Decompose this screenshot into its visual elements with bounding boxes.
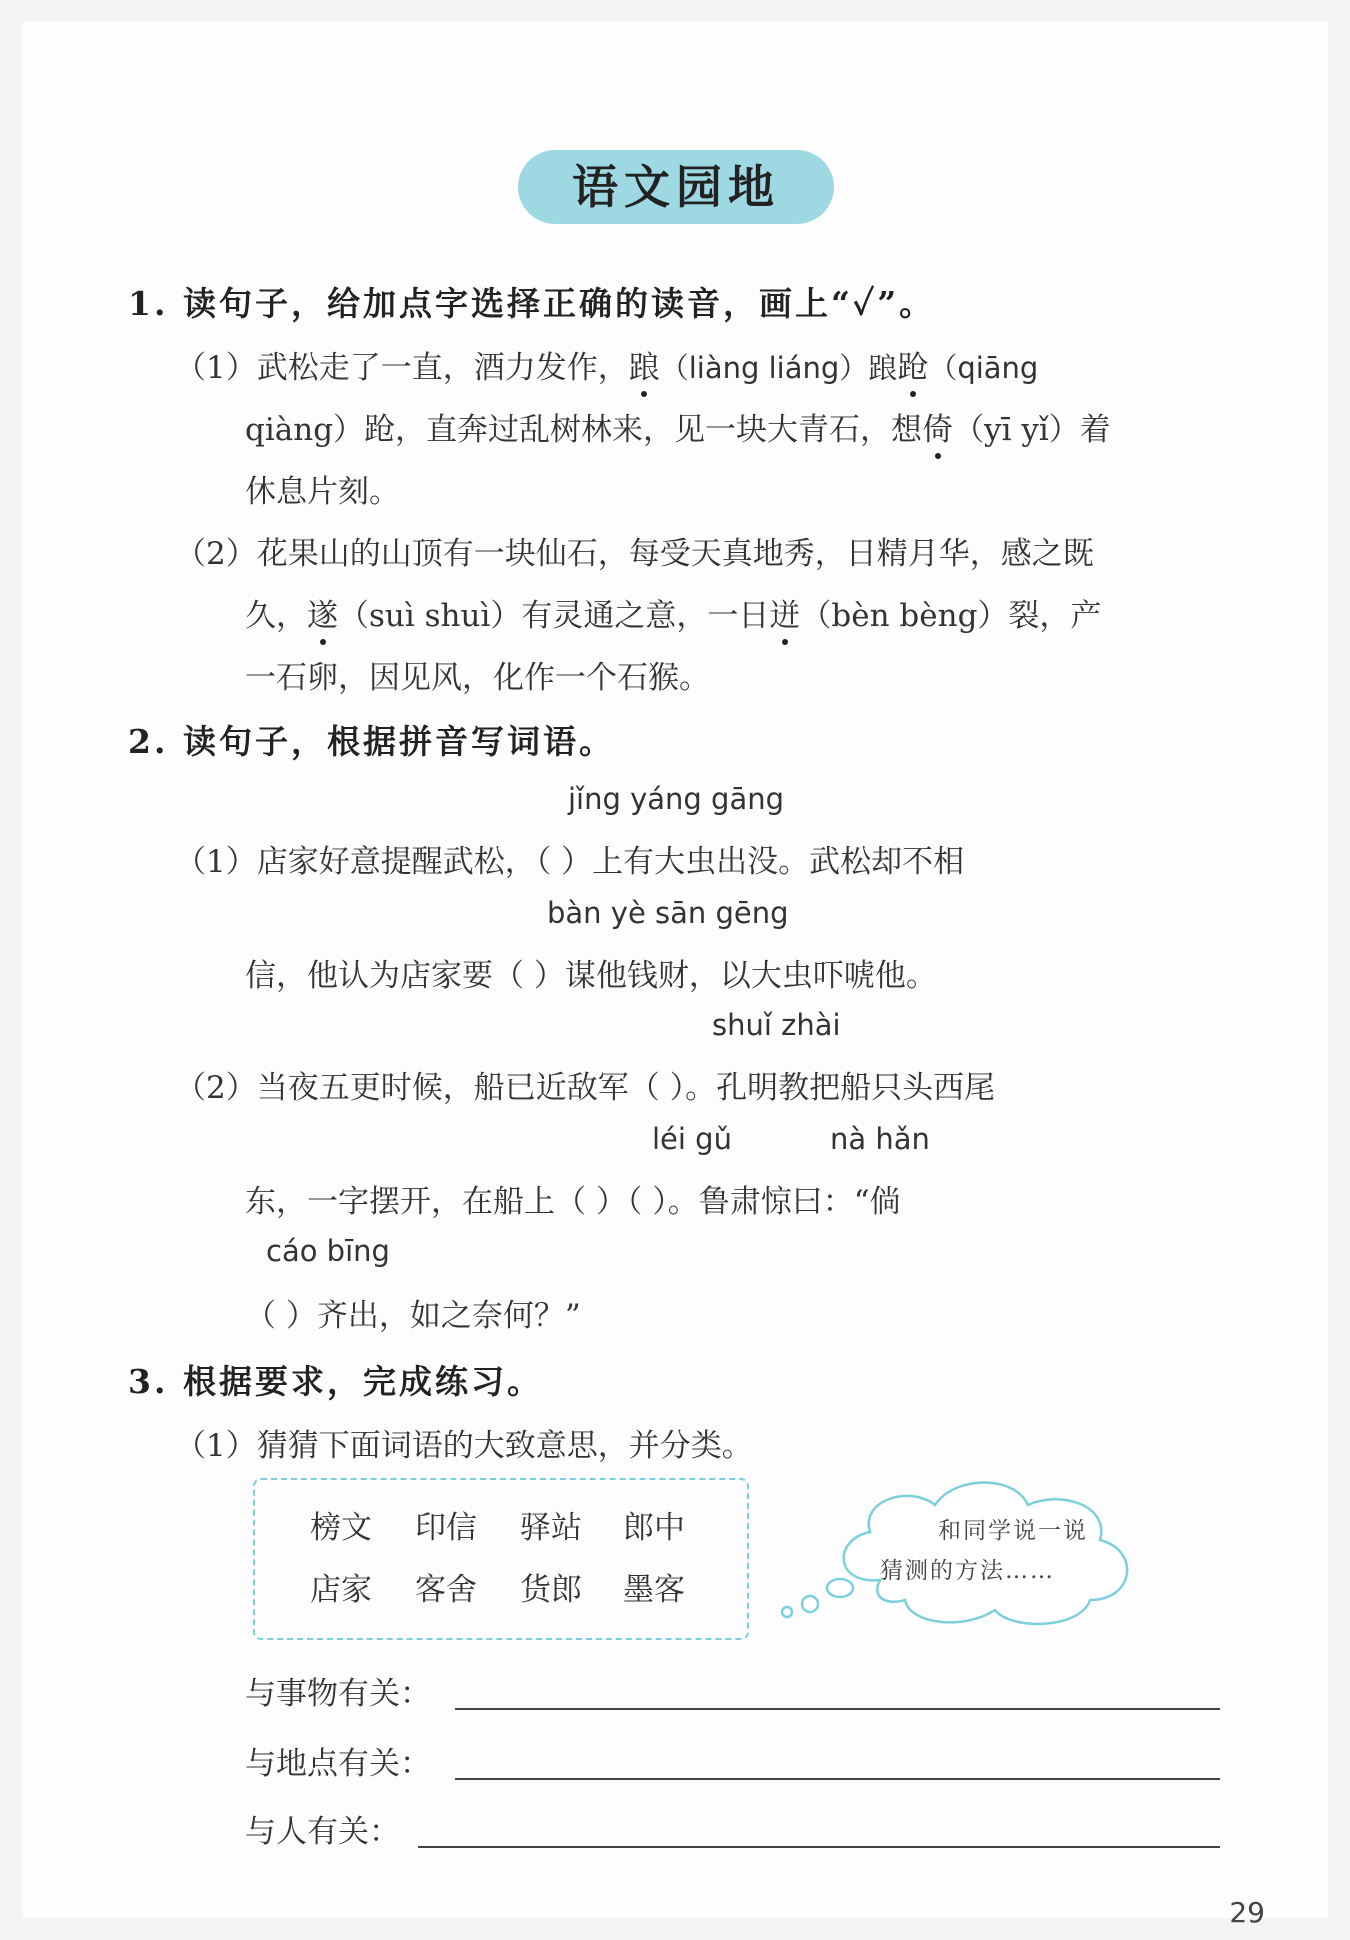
word-keshe: 客舍: [415, 1572, 477, 1608]
q2-item2-line2: 东，一字摆开，在船上（ ）（ ）。鲁肃惊曰：“倘: [245, 1184, 901, 1220]
dotted-char-beng: 迸: [769, 590, 800, 635]
q2-heading: 2. 读句子，根据拼音写词语。: [128, 722, 615, 761]
pinyin-cao-bing: cáo bīng: [266, 1234, 390, 1268]
pinyin-shui-zhai: shuǐ zhài: [712, 1008, 841, 1042]
pinyin-lei-gu: léi gǔ: [652, 1122, 732, 1156]
word-yizhan: 驿站: [520, 1510, 582, 1546]
answer-line-things[interactable]: [455, 1708, 1220, 1710]
word-langzhong: 郎中: [623, 1510, 685, 1546]
q3-heading: 3. 根据要求，完成练习。: [128, 1362, 543, 1401]
dotted-char-qiang: 跄: [897, 342, 928, 387]
dotted-char-yi: 倚: [922, 404, 953, 449]
word-yinxin: 印信: [415, 1510, 477, 1546]
pinyin-na-han: nà hǎn: [830, 1122, 930, 1156]
label-people: 与人有关：: [245, 1814, 400, 1850]
q1-item1-line1: [175, 342, 1038, 387]
word-dianjia: 店家: [310, 1572, 372, 1608]
q1-item2-text-b: （suì shuì）有灵通之意，一日: [338, 598, 770, 634]
word-bangwen: 榜文: [310, 1510, 372, 1546]
q2-item1-line2: 信，他认为店家要（ ）谋他钱财，以大虫吓唬他。: [245, 958, 937, 994]
page-title: 语文园地: [572, 160, 780, 214]
q1-item1-text-e: （yī yǐ）着: [953, 412, 1111, 448]
word-box: [253, 1478, 749, 1640]
word-huolang: 货郎: [520, 1572, 582, 1608]
q1-item1-line2: [245, 404, 1111, 449]
q2-item2-line3: （ ）齐出，如之奈何？”: [245, 1298, 581, 1334]
q1-item2-text-c: （bèn bèng）裂，产: [800, 598, 1102, 634]
bubble-line2: 猜测的方法……: [880, 1558, 1055, 1584]
q1-heading: 1. 读句子，给加点字选择正确的读音，画上“✓”。: [128, 284, 936, 323]
q1-item2-line1: （2）花果山的山顶有一块仙石，每受天真地秀，日精月华，感之既: [175, 536, 1094, 572]
page-number: 29: [1229, 1896, 1265, 1929]
q2-item2-line1: （2）当夜五更时候，船已近敌军（ ）。孔明教把船只头西尾: [175, 1070, 996, 1106]
dotted-char-liang: 踉: [629, 342, 660, 387]
q1-item1-line3: 休息片刻。: [245, 474, 400, 510]
word-moke: 墨客: [623, 1572, 685, 1608]
q1-item1-text-a: （1）武松走了一直，酒力发作，: [175, 350, 629, 386]
pinyin-ban-ye-san-geng: bàn yè sān gēng: [547, 896, 789, 930]
answer-line-people[interactable]: [418, 1846, 1220, 1848]
label-places: 与地点有关：: [245, 1746, 431, 1782]
q1-item1-text-d: qiàng）跄，直奔过乱树林来，见一块大青石，想: [245, 412, 923, 448]
thought-bubble-icon: [760, 1460, 1160, 1640]
q1-item2-text-a: 久，: [245, 598, 307, 634]
pinyin-jing-yang-gang: jǐng yáng gāng: [568, 782, 785, 816]
label-things: 与事物有关：: [245, 1676, 431, 1712]
q1-item2-line2: [245, 590, 1101, 635]
q1-item1-text-c: （qiāng: [928, 351, 1039, 385]
q1-item1-text-b: （liàng liáng）踉: [659, 351, 898, 385]
q1-item2-line3: 一石卵，因见风，化作一个石猴。: [245, 660, 710, 696]
q2-item1-line1: （1）店家好意提醒武松，（ ）上有大虫出没。武松却不相: [175, 844, 965, 880]
q3-sub1: （1）猜猜下面词语的大致意思，并分类。: [175, 1428, 753, 1464]
answer-line-places[interactable]: [455, 1778, 1220, 1780]
dotted-char-sui: 遂: [307, 590, 338, 635]
bubble-line1: 和同学说一说: [938, 1518, 1088, 1544]
